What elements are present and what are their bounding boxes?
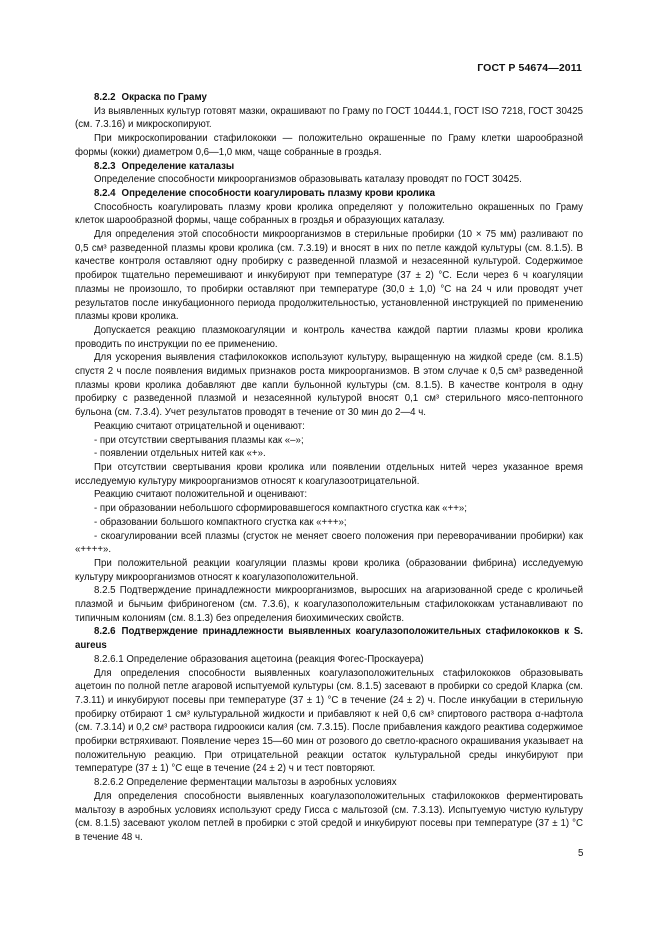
paragraph: 8.2.6.2 Определение ферментации мальтозы в аэробных условиях (94, 777, 397, 789)
paragraph: - появлении отдельных нитей как «+». (94, 448, 266, 460)
section-number: 8.2.6 (94, 626, 116, 638)
paragraph: Реакцию считают отрицательной и оценивают: (94, 420, 305, 432)
section-heading (75, 187, 583, 201)
paragraph: Для определения способности выявленных коагулазоположительных стафилококков ферментировать мальтозу в аэробных условиях используют среду Гисса с мальтозой (см. 7.3.13). Испытуемую чистую культуру (см. 8.1.5) засевают уколом петлей в пробирки с этой средой и инкубируют посевы при температуре (37 ± 1) °С в течение 48 ч. (75, 790, 583, 843)
paragraph: При отсутствии свертывания крови кролика или появлении отдельных нитей через указанное время исследуемую культуру микроорганизмов относят к коагулазоотрицательной. (75, 461, 583, 487)
section-heading (75, 625, 583, 652)
paragraph: Определение способности микроорганизмов образовывать каталазу проводят по ГОСТ 30425. (94, 174, 522, 186)
paragraph: - скоагулировании всей плазмы (сгусток не меняет своего положения при переворачивании пробирки) как «++++». (75, 530, 583, 556)
paragraph: Для определения этой способности микроорганизмов в стерильные пробирки (10 × 75 мм) разливают по 0,5 см³ разведенной плазмы крови кролика (см. 7.3.19) и вносят в них по петле каждой культуры (см. 8.1.5). В качестве контроля оставляют одну пробирку с разведенной плазмой и незасеянной культурой. Содержимое пробирок тщательно перемешивают и инкубируют при температуре (37 ± 2) °С. Если через 6 ч коагуляции плазмы не произошло, то пробирки оставляют при температуре (30,0 ± 1,0) °С на 24 ч или проводят учет результатов после инкубационного периода продолжительностью, установленной инструкцией по применению плазмы крови кролика. (75, 229, 583, 323)
section-title: Окраска по Граму (121, 92, 207, 103)
paragraph: Реакцию считают положительной и оценивают: (94, 489, 308, 501)
paragraph: 8.2.5 Подтверждение принадлежности микроорганизмов, выросших на агаризованной среде с кроличьей плазмой и бычьим фибриногеном (см. 7.3.6), к коагулазоположительным стафилококкам устанавливают по типичным колониям (см. 8.1.3) без определения биохимических свойств. (75, 585, 583, 624)
paragraph: При микроскопировании стафилококки — положительно окрашенные по Граму клетки шарообразной формы (кокки) диаметром 0,6—1,0 мкм, чаще собранные в гроздья. (75, 133, 583, 158)
paragraph: Способность коагулировать плазму крови кролика определяют у положительно окрашенных по Граму клеток шарообразной формы, чаще собранных в гроздья и образующих каталазу. (75, 201, 583, 227)
document-id: ГОСТ Р 54674—2011 (477, 62, 582, 74)
paragraph: При положительной реакции коагуляции плазмы крови кролика (образовании фибрина) исследуемую культуру микроорганизмов относят к коагулазоположительной. (75, 557, 583, 583)
section-title: Определение способности коагулировать плазму крови кролика (121, 187, 435, 199)
paragraph: - при образовании небольшого сформировавшегося компактного сгустка как «++»; (94, 503, 467, 515)
section-number: 8.2.2 (94, 92, 116, 103)
paragraph: Для определения способности выявленных коагулазоположительных стафилококков образовывать ацетоин по полной петле агаровой испытуемой культуры (см. 8.1.5) засевают в пробирки со средой Кларка (см. 7.3.11) и инкубируют посевы при температуре (37 ± 1) °С в течение (24 ± 2) ч. После инкубации в стерильную пробирку отбирают 1 см³ культуральной жидкости и прибавляют к ней 0,6 см³ спиртового раствора α-нафтола (см. 7.3.14) и 0,2 см³ раствора гидроокиси калия (см. 7.3.15). После прибавления каждого реактива содержимое пробирки встряхивают. Появление через 15—60 мин от розового до светло-красного окрашивания указывает на положительную реакцию. При отрицательной реакции остаток культуральной среды инкубируют при температуре (37 ± 1) °С еще в течение (24 ± 2) ч и тест повторяют. (75, 667, 583, 775)
paragraph: - при отсутствии свертывания плазмы как «–»; (94, 434, 304, 446)
section-title: Определение каталазы (121, 160, 235, 172)
paragraph: Для ускорения выявления стафилококков используют культуру, выращенную на жидкой среде (см. 8.1.5) спустя 2 ч после появления видимых признаков роста микроорганизмов. В этом случае к 0,5 см³ разведенной плазмы крови кролика добавляют две капли бульонной культуры (см. 8.1.5). В качестве контроля в одну пробирку с разведенной плазмой и незасеянной культурой вносят 0,1 см³ стерильного мясо-пептонного бульона (см. 7.3.4). Учет результатов проводят в течение от 30 мин до 2—4 ч. (75, 352, 583, 419)
section-number: 8.2.4 (94, 187, 116, 199)
section-title: Подтверждение принадлежности выявленных коагулазоположительных стафилококков к S. aureus (75, 626, 583, 652)
paragraph: 8.2.6.1 Определение образования ацетоина (реакция Фогес-Проскауера) (94, 653, 424, 665)
paragraph: - образовании большого компактного сгустка как «+++»; (94, 516, 347, 528)
paragraph: Допускается реакцию плазмокоагуляции и контроль качества каждой партии плазмы крови кролика проводить по инструкции по ее применению. (75, 324, 583, 350)
section-heading (75, 91, 583, 105)
document-body (75, 91, 583, 845)
section-heading (75, 160, 583, 174)
page-number: 5 (578, 848, 584, 859)
section-number: 8.2.3 (94, 160, 116, 172)
paragraph: Из выявленных культур готовят мазки, окрашивают по Граму по ГОСТ 10444.1, ГОСТ ISO 7218, ГОСТ 30425 (см. 7.3.16) и микроскопируют. (75, 105, 583, 131)
